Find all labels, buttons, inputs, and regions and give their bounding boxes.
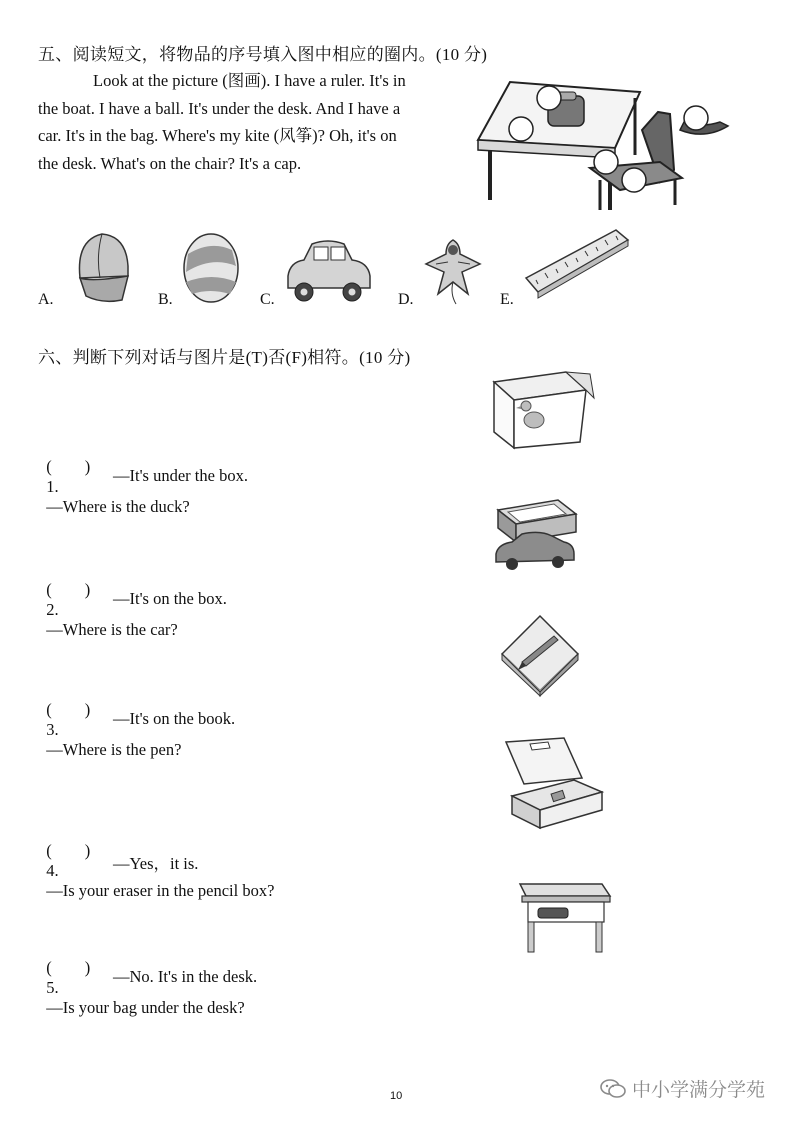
- option-e-label: E.: [500, 291, 514, 308]
- passage-line: car. It's in the bag. Where's my kite (风筝)? Oh, it's on: [38, 126, 397, 145]
- question-text: —Where is the pen?: [46, 740, 182, 759]
- duck-box-icon: [490, 368, 594, 452]
- pencil-box-icon: [502, 734, 606, 832]
- watermark-text: 中小学满分学苑: [632, 1079, 766, 1101]
- answer-blank[interactable]: ( ): [46, 700, 91, 719]
- question-number: 4.: [46, 861, 59, 880]
- section5-title: 五、阅读短文，将物品的序号填入图中相应的圈内。(10 分): [38, 45, 488, 64]
- answer-text: —Yes，it is.: [113, 854, 199, 873]
- section6-title: 六、判断下列对话与图片是(T)否(F)相符。(10 分): [38, 348, 411, 367]
- answer-blank[interactable]: ( ): [46, 958, 91, 977]
- answer-circle-chair[interactable]: [622, 168, 646, 192]
- passage-line: the desk. What's on the chair? It's a cap.: [38, 153, 302, 173]
- car-icon: [284, 236, 372, 304]
- car-box-icon: [488, 496, 580, 576]
- answer-text: —It's on the box.: [113, 589, 227, 608]
- question-number: 2.: [46, 600, 59, 619]
- answer-circle-under-desk[interactable]: [594, 150, 618, 174]
- cap-icon: [72, 230, 132, 306]
- option-c-label: C.: [260, 291, 275, 308]
- watermark: [600, 1075, 765, 1102]
- answer-blank[interactable]: ( ): [46, 841, 91, 860]
- passage-line: the boat. I have a ball. It's under the desk. And I have a: [38, 98, 401, 118]
- answer-circle-bag[interactable]: [537, 86, 561, 110]
- question-text: —Where is the duck?: [46, 497, 190, 516]
- question-text: —Is your bag under the desk?: [46, 998, 245, 1017]
- wechat-icon: [600, 1079, 626, 1099]
- question-text: —Is your eraser in the pencil box?: [46, 881, 275, 900]
- bag-desk-icon: [516, 878, 612, 956]
- answer-text: —It's on the book.: [113, 709, 236, 728]
- question-number: 3.: [46, 720, 59, 739]
- pen-book-icon: [500, 614, 580, 696]
- passage-line: Look at the picture (图画). I have a ruler. It's in: [93, 71, 406, 90]
- question-text: —Where is the car?: [46, 620, 178, 639]
- option-a-label: A.: [38, 291, 54, 308]
- option-d-label: D.: [398, 291, 414, 308]
- question-number: 1.: [46, 477, 59, 496]
- answer-blank[interactable]: ( ): [46, 457, 91, 476]
- ball-icon: [182, 232, 240, 304]
- page-number: 10: [390, 1090, 403, 1102]
- desk-chair-scene-illustration: [470, 70, 732, 220]
- section5-passage: [38, 67, 468, 177]
- answer-text: —No. It's in the desk.: [113, 967, 258, 986]
- answer-circle-desk[interactable]: [509, 117, 533, 141]
- kite-icon: [424, 234, 482, 306]
- question-number: 5.: [46, 978, 59, 997]
- answer-blank[interactable]: ( ): [46, 580, 91, 599]
- answer-text: —It's under the box.: [113, 466, 248, 485]
- answer-circle-boat[interactable]: [684, 106, 708, 130]
- ruler-icon: [524, 226, 628, 304]
- option-b-label: B.: [158, 291, 173, 308]
